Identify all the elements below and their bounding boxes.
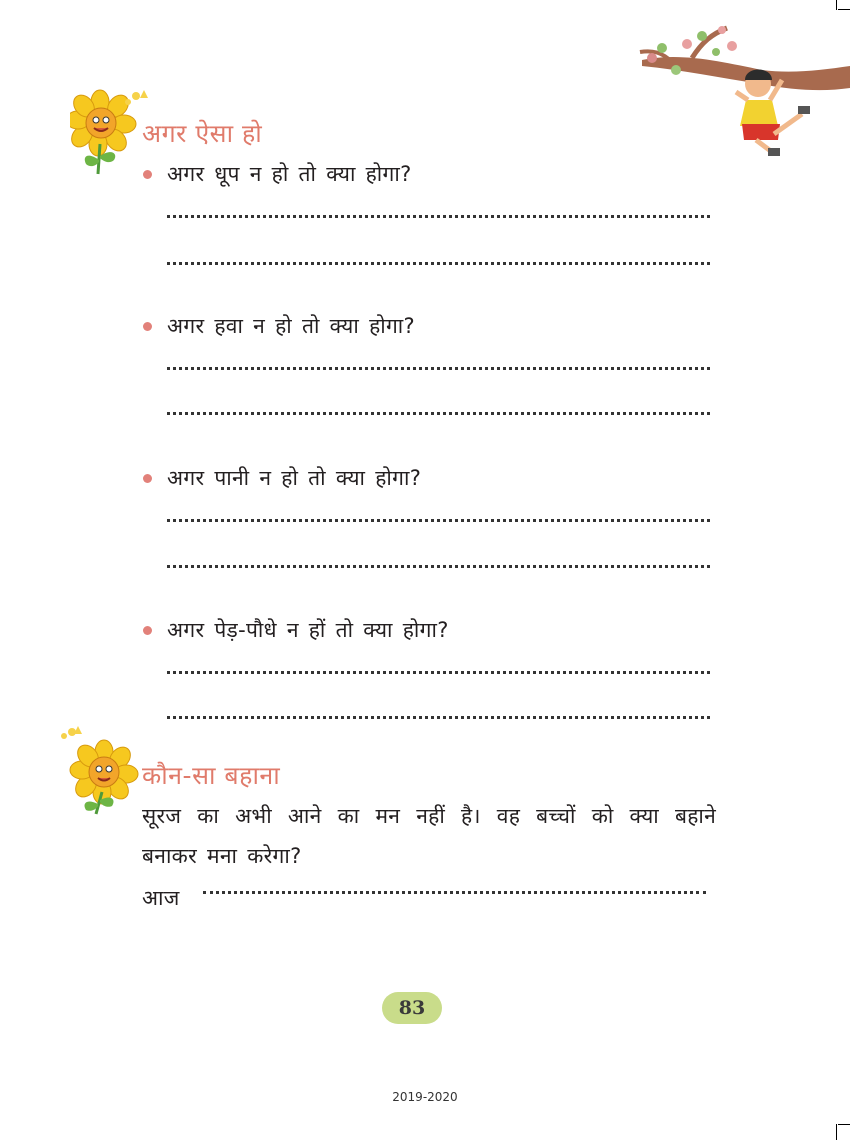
question-3: अगर पानी न हो तो क्या होगा? (167, 466, 422, 490)
question-4: अगर पेड़-पौधे न हों तो क्या होगा? (167, 618, 449, 642)
answer-line-2a[interactable] (167, 367, 710, 370)
question-1: अगर धूप न हो तो क्या होगा? (167, 162, 412, 186)
question-2: अगर हवा न हो तो क्या होगा? (167, 314, 415, 338)
prompt-line-1: सूरज का अभी आने का मन नहीं है। वह बच्चों को क्या बहाने (142, 804, 717, 828)
answer-line-2b[interactable] (167, 412, 710, 415)
crop-mark-bottom-right (836, 1124, 837, 1140)
crop-mark-top-right (836, 0, 837, 10)
crop-mark-top-right-h (838, 9, 850, 10)
boy-on-branch-illustration (632, 22, 850, 162)
answer-line-excuse[interactable] (203, 891, 706, 894)
answer-line-3b[interactable] (167, 565, 710, 568)
bullet-icon (143, 170, 152, 179)
edition-year: 2019-2020 (392, 1090, 458, 1104)
answer-prefix: आज (142, 886, 180, 910)
bullet-icon (143, 626, 152, 635)
bullet-icon (143, 474, 152, 483)
sunflower-mascot-icon (56, 724, 140, 816)
crop-mark-bottom-right-h (838, 1124, 850, 1125)
section-heading-agar-aisa-ho: अगर ऐसा हो (142, 119, 263, 148)
answer-line-1a[interactable] (167, 215, 710, 218)
answer-line-4b[interactable] (167, 716, 710, 719)
prompt-line-2: बनाकर मना करेगा? (142, 844, 302, 868)
section-heading-kaun-sa-bahana: कौन-सा बहाना (142, 761, 281, 790)
answer-line-1b[interactable] (167, 262, 710, 265)
bullet-icon (143, 322, 152, 331)
answer-line-4a[interactable] (167, 671, 710, 674)
answer-line-3a[interactable] (167, 519, 710, 522)
page-number-badge: 83 (382, 992, 442, 1024)
